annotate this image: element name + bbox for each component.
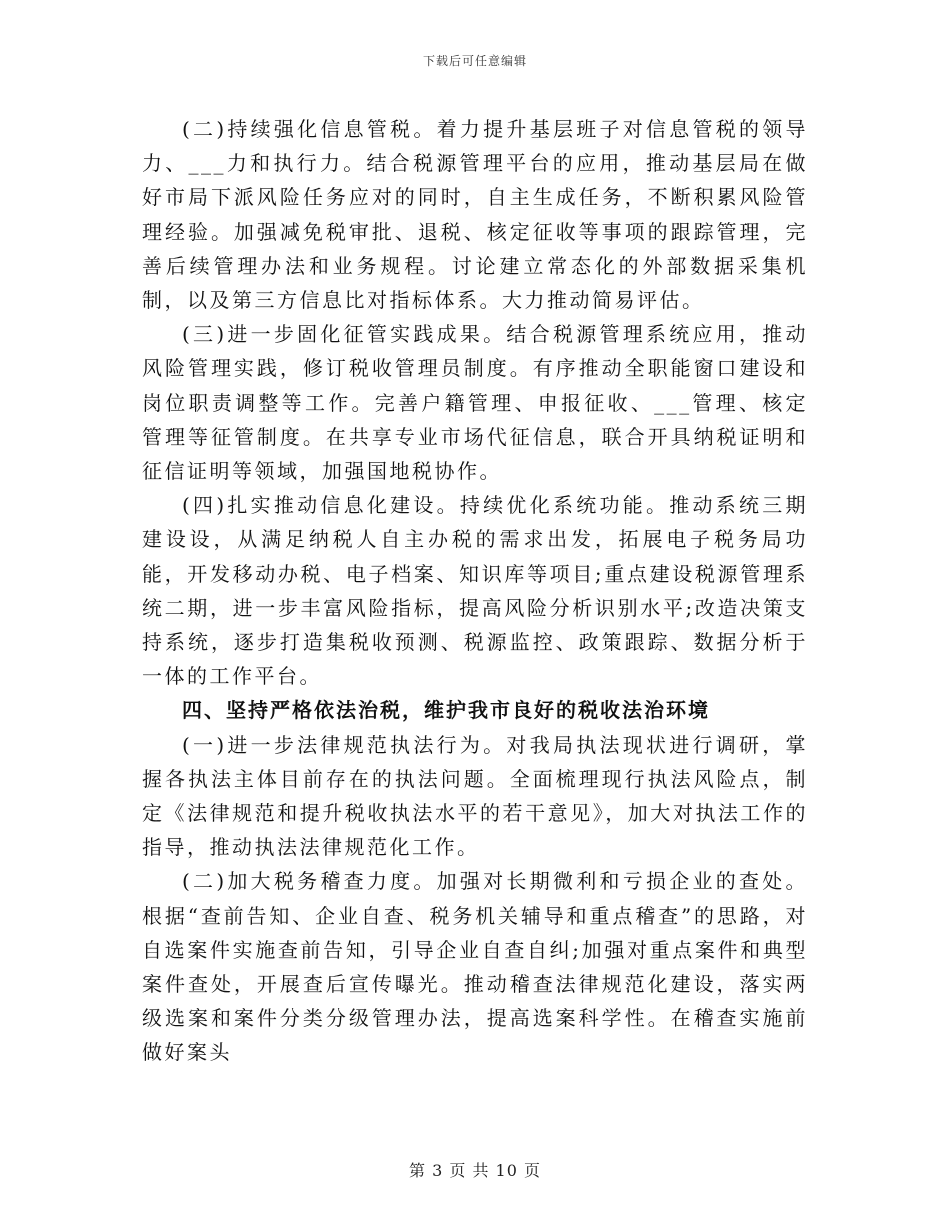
page-header: 下载后可任意编辑 [422,54,527,68]
paragraph-collection-practice: (三)进一步固化征管实践成果。结合税源管理系统应用，推动风险管理实践，修订税收管理员制度。有序推动全职能窗口建设和岗位职责调整等工作。完善户籍管理、申报征收、___管理、核定管理等征管制度。在共享专业市场代征信息，联合开具纳税证明和征信证明等领域，加强国地税协作。 [142,322,808,484]
paragraph-info-tax: (二)持续强化信息管税。着力提升基层班子对信息管税的领导力、___力和执行力。结合税源管理平台的应用，推动基层局在做好市局下派风险任务应对的同时，自主生成任务，不断积累风险管理经验。加强减免税审批、退税、核定征收等事项的跟踪管理，完善后续管理办法和业务规程。讨论建立常态化的外部数据采集机制，以及第三方信息比对指标体系。大力推动简易评估。 [142,117,808,313]
page-footer: 第 3 页 共 10 页 [409,1161,541,1180]
paragraph-informatization: (四)扎实推动信息化建设。持续优化系统功能。推动系统三期建设设，从满足纳税人自主办税的需求出发，拓展电子税务局功能，开发移动办税、电子档案、知识库等项目;重点建设税源管理系统二期，进一步丰富风险指标，提高风险分析识别水平;改造决策支持系统，逐步打造集税收预测、税源监控、政策跟踪、数据分析于一体的工作平台。 [142,493,808,689]
document-body [142,112,808,1070]
section-heading: 四、坚持严格依法治税，维护我市良好的税收法治环境 [182,698,710,723]
paragraph-law-enforcement: (一)进一步法律规范执法行为。对我局执法现状进行调研，掌握各执法主体目前存在的执法问题。全面梳理现行执法风险点，制定《法律规范和提升税收执法水平的若干意见》，加大对执法工作的指导，推动执法法律规范化工作。 [142,732,808,860]
paragraph-tax-inspection: (二)加大税务稽查力度。加强对长期微利和亏损企业的查处。根据“查前告知、企业自查、税务机关辅导和重点稽查”的思路，对自选案件实施查前告知，引导企业自查自纠;加强对重点案件和典型案件查处，开展查后宣传曝光。推动稽查法律规范化建设，落实两级选案和案件分类分级管理办法，提高选案科学性。在稽查实施前做好案头 [142,869,808,1065]
